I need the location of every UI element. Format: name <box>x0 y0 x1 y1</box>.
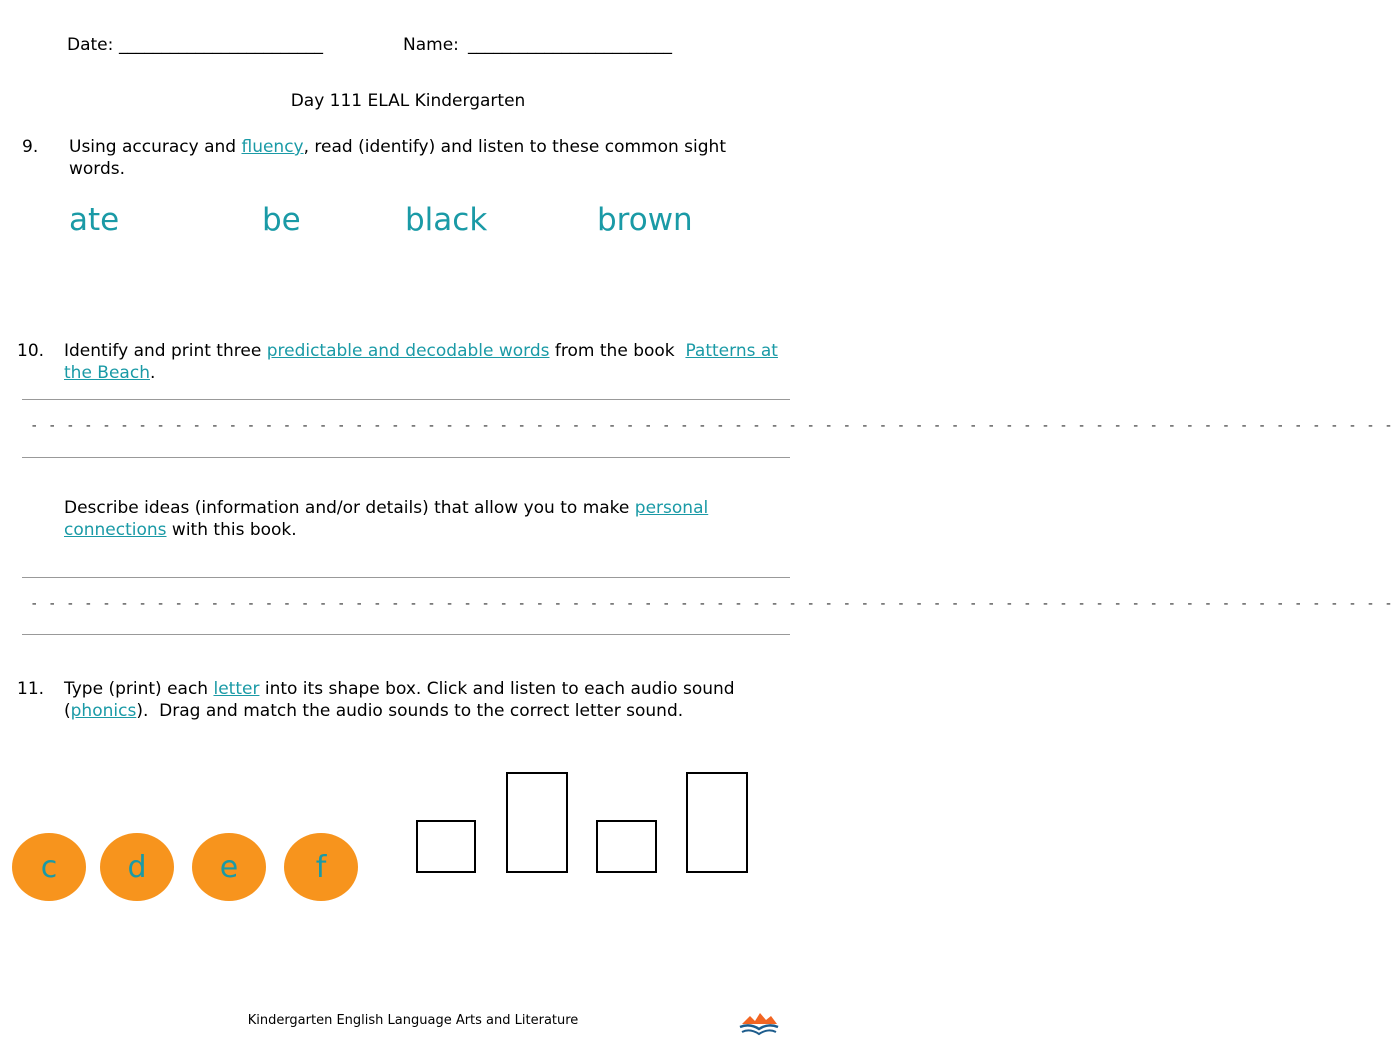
sight-word: be <box>262 202 301 238</box>
writing-line-dashed[interactable]: - - - - - - - - - - - - - - - - - - - - - - - - - - - - - - - - - - - - - - - - - - - - - - - - - - - - - - - - - - - - - - - - - - - - - - - - - - - - <box>30 596 1393 612</box>
letter-link[interactable]: letter <box>213 679 260 699</box>
book-link[interactable]: Patterns at the Beach <box>64 341 778 383</box>
q9-instructions <box>69 136 759 180</box>
shape-box-short[interactable] <box>416 820 476 873</box>
writing-line-bottom <box>22 457 790 458</box>
q11-text-a: Type (print) each <box>64 679 214 699</box>
q9-text-a: Using accuracy and <box>69 137 242 157</box>
q11-text-b: into its shape box. Click and listen to each audio sound ( <box>64 679 735 721</box>
footer-text: Kindergarten English Language Arts and Literature <box>247 1013 579 1028</box>
date-field[interactable]: ________________________ <box>119 35 323 55</box>
writing-line-top <box>22 577 790 578</box>
describe-text-b: with this book. <box>166 520 297 540</box>
phonics-link[interactable]: phonics <box>70 701 137 721</box>
describe-instructions <box>64 497 764 541</box>
letter-circle-f[interactable]: f <box>284 833 358 901</box>
shape-box-tall[interactable] <box>686 772 748 873</box>
shape-box-short[interactable] <box>596 820 657 873</box>
name-label: Name: <box>403 35 459 55</box>
q9-number: 9. <box>22 137 39 157</box>
shape-box-tall[interactable] <box>506 772 568 873</box>
q10-text-a: Identify and print three <box>64 341 267 361</box>
fluency-link[interactable]: fluency <box>241 137 304 157</box>
q11-instructions <box>64 678 764 722</box>
book-logo-icon <box>738 1010 780 1040</box>
letter-circle-d[interactable]: d <box>100 833 174 901</box>
predictable-words-link[interactable]: predictable and decodable words <box>266 341 550 361</box>
sight-word: ate <box>69 202 120 238</box>
q11-number: 11. <box>17 679 45 699</box>
describe-text-a: Describe ideas (information and/or details) that allow you to make <box>64 498 635 518</box>
sight-word: brown <box>597 202 693 238</box>
name-field[interactable]: ________________________ <box>468 35 672 55</box>
writing-line-top <box>22 399 790 400</box>
page-title: Day 111 ELAL Kindergarten <box>290 91 526 111</box>
q10-text-c: . <box>149 363 156 383</box>
writing-line-dashed[interactable]: - - - - - - - - - - - - - - - - - - - - - - - - - - - - - - - - - - - - - - - - - - - - - - - - - - - - - - - - - - - - - - - - - - - - - - - - - - - - <box>30 418 1393 434</box>
q9-text-b: , read (identify) and listen to these common sight words. <box>69 137 726 179</box>
date-label: Date: <box>67 35 114 55</box>
writing-line-bottom <box>22 634 790 635</box>
personal-connections-link[interactable]: personal connections <box>64 498 709 540</box>
sight-word: black <box>405 202 488 238</box>
q10-number: 10. <box>17 341 45 361</box>
q11-text-c: ). Drag and match the audio sounds to the correct letter sound. <box>136 701 684 721</box>
letter-circle-c[interactable]: c <box>12 833 86 901</box>
q10-text-b: from the book <box>549 341 686 361</box>
letter-circle-e[interactable]: e <box>192 833 266 901</box>
q10-instructions <box>64 340 789 384</box>
